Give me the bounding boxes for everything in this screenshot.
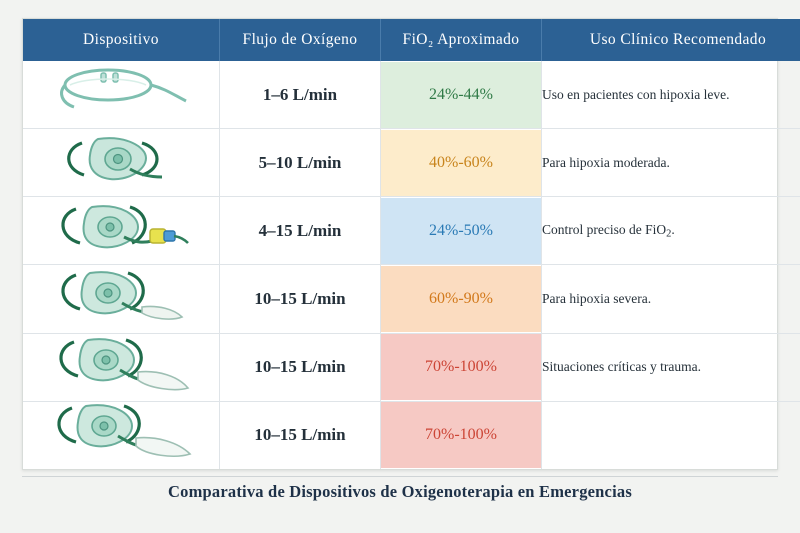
fio2-cell <box>381 129 542 197</box>
clinical-use-text <box>542 401 800 469</box>
flow-value: 10–15 L/min <box>220 333 381 401</box>
device-cell <box>23 333 220 401</box>
fio2-value: 70%-100% <box>381 334 541 400</box>
clinical-use-label: Control preciso de FiO$_2$. <box>542 221 675 240</box>
non-rebreather-mask-icon <box>23 334 219 401</box>
simple-oxygen-mask-icon <box>23 129 219 196</box>
device-cell <box>23 401 220 469</box>
flow-value: 5–10 L/min <box>220 129 381 197</box>
nasal-cannula-icon <box>23 61 219 128</box>
clinical-use-text <box>542 197 800 265</box>
fio2-cell <box>381 401 542 469</box>
fio2-value: 24%-44% <box>381 62 541 128</box>
fio2-cell <box>381 265 542 333</box>
fio2-cell <box>381 197 542 265</box>
partial-rebreather-mask-icon <box>23 265 219 332</box>
flow-value: 4–15 L/min <box>220 197 381 265</box>
flow-value: 10–15 L/min <box>220 401 381 469</box>
fio2-value: 70%-100% <box>381 402 541 468</box>
table-body <box>23 61 800 469</box>
fio2-cell <box>381 333 542 401</box>
clinical-use-text: Situaciones críticas y trauma. <box>542 333 800 401</box>
clinical-use-text: Uso en pacientes con hipoxia leve. <box>542 61 800 129</box>
table-row <box>23 129 800 197</box>
fio2-value: 60%-90% <box>381 266 541 332</box>
flow-value: 10–15 L/min <box>220 265 381 333</box>
column-header-flow: Flujo de Oxígeno <box>220 19 381 61</box>
device-cell <box>23 61 220 129</box>
table-row <box>23 265 800 333</box>
fio2-value: 40%-60% <box>381 130 541 196</box>
clinical-use-text: Para hipoxia moderada. <box>542 129 800 197</box>
column-header-device: Dispositivo <box>23 19 220 61</box>
table-row <box>23 333 800 401</box>
table-row <box>23 197 800 265</box>
subscript-2: 2 <box>666 228 672 240</box>
figure-caption: Comparativa de Dispositivos de Oxigenoterapia en Emergencias <box>168 482 632 501</box>
fio2-value: 24%-50% <box>381 198 541 264</box>
flow-value: 1–6 L/min <box>220 61 381 129</box>
table-row <box>23 401 800 469</box>
device-cell <box>23 197 220 265</box>
device-cell <box>23 129 220 197</box>
oxygen-device-table <box>23 19 800 469</box>
column-header-fio2: FiO₂ Aproximado <box>381 19 542 61</box>
table-header <box>23 19 800 61</box>
venturi-mask-icon <box>23 197 219 264</box>
caption-divider <box>22 476 778 477</box>
header-row <box>23 19 800 61</box>
table-row <box>23 61 800 129</box>
non-rebreather-mask-reservoir-icon <box>23 402 219 469</box>
comparison-card <box>22 18 778 470</box>
column-header-use: Uso Clínico Recomendado <box>542 19 800 61</box>
clinical-use-text: Para hipoxia severa. <box>542 265 800 333</box>
device-cell <box>23 265 220 333</box>
fio2-cell <box>381 61 542 129</box>
